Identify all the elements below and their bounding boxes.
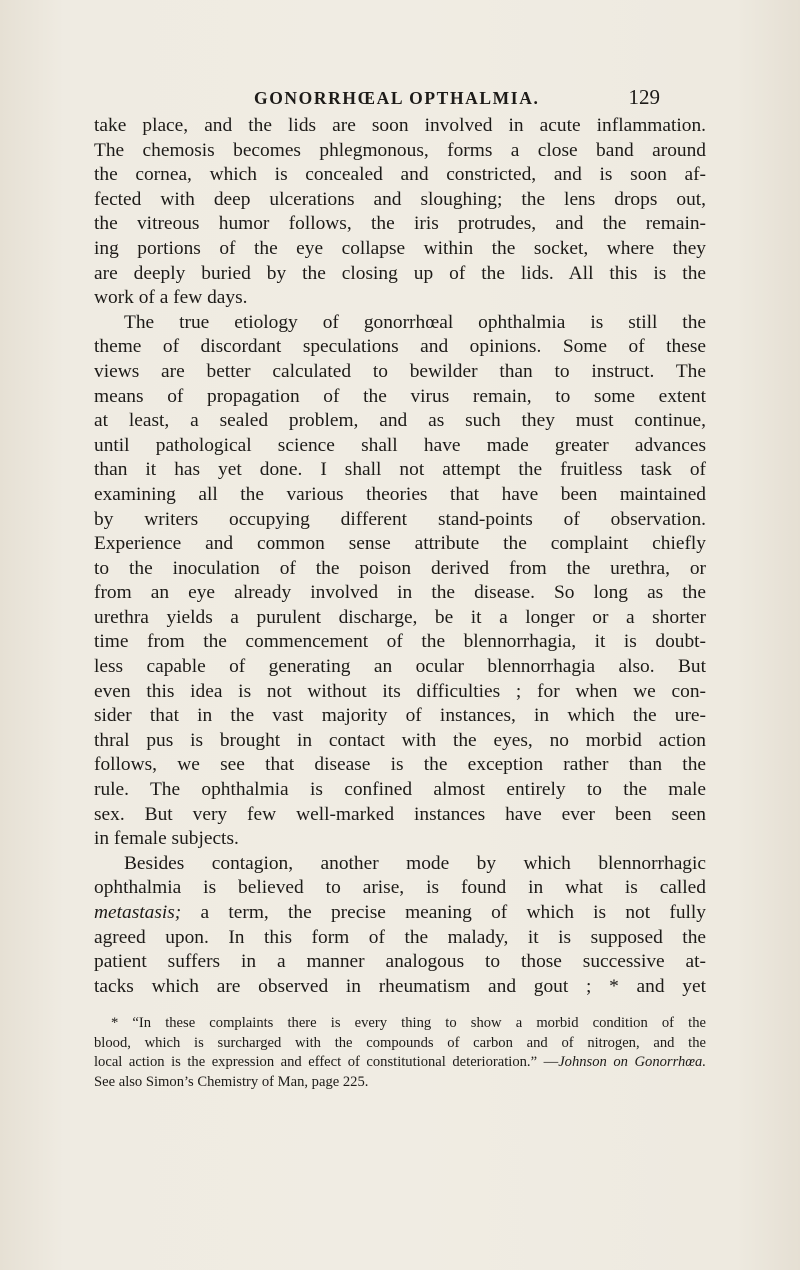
text-line: take place, and the lids are soon involved in acute inflammation. [94,115,706,136]
text-line: tacks which are observed in rheumatism and gout ; * and yet [94,975,706,997]
footnote-line: See also Simon’s Chemistry of Man, page 225. [94,1073,369,1090]
text-line: rule. The ophthalmia is confined almost entirely to the male [94,779,706,801]
body-text [94,114,706,999]
text-line: from an eye already involved in the disease. So long as the [94,582,706,604]
text-line: means of propagation of the virus remain, to some extent [94,385,706,407]
footnote-line [94,1053,706,1073]
text-line: urethra yields a purulent discharge, be it a longer or a shorter [94,606,706,628]
running-head [254,88,654,109]
footnote-line: * “In these complaints there is every thing to show a morbid condition of the [111,1015,706,1031]
text-line: views are better calculated to bewilder than to instruct. The [94,360,706,382]
text-line: in female subjects. [94,828,239,850]
paragraph-3 [94,852,706,1000]
text-line: by writers occupying different stand-points of observation. [94,508,706,530]
italic-term: metastasis; [94,902,182,923]
text-line: time from the commencement of the blennorrhagia, it is doubt- [94,631,706,653]
text-line: agreed upon. In this form of the malady, it is supposed the [94,926,706,948]
footnote [94,1014,706,1092]
text-line: than it has yet done. I shall not attempt the fruitless task of [94,459,706,481]
text-line: The true etiology of gonorrhœal ophthalmia is still the [124,311,706,333]
text-line-with-italic [94,901,706,926]
page-number: 129 [628,85,660,109]
text-line: thral pus is brought in contact with the eyes, no morbid action [94,729,706,751]
text-line: fected with deep ulcerations and sloughing; the lens drops out, [94,188,706,210]
text-line: ophthalmia is believed to arise, is found in what is called [94,877,706,899]
text-line: to the inoculation of the poison derived from the urethra, or [94,557,706,579]
paragraph-2 [94,311,706,852]
text-line: at least, a sealed problem, and as such they must continue, [94,410,706,432]
text-line: until pathological science shall have made greater advances [94,434,706,456]
text-line: sider that in the vast majority of instances, in which the ure- [94,705,706,727]
text-line: the vitreous humor follows, the iris protrudes, and the remain- [94,213,706,235]
text-line: follows, we see that disease is the exception rather than the [94,754,706,776]
text-line: the cornea, which is concealed and constricted, and is soon af- [94,164,706,186]
footnote-line: blood, which is surcharged with the compounds of carbon and of nitrogen, and the [94,1034,706,1051]
text-line: ing portions of the eye collapse within the socket, where they [94,237,706,259]
footnote-line-text: local action is the expression and effect of constitutional deterioration.” — [94,1054,559,1071]
footnote-citation: Johnson on Gonorrhœa. [558,1054,706,1071]
text-line: The chemosis becomes phlegmonous, forms a close band around [94,139,706,161]
text-line: patient suffers in a manner analogous to those successive at- [94,951,706,973]
text-line: even this idea is not without its difficulties ; for when we con- [94,680,706,702]
text-line: sex. But very few well-marked instances have ever been seen [94,803,706,825]
text-line: work of a few days. [94,287,248,309]
running-title: GONORRHŒAL OPTHALMIA. [254,88,540,108]
text-line: examining all the various theories that have been maintained [94,483,706,505]
text-line-rest: a term, the precise meaning of which is not fully [200,902,706,923]
text-line: less capable of generating an ocular blennorrhagia also. But [94,656,706,678]
paragraph-1 [94,114,706,311]
text-line: theme of discordant speculations and opinions. Some of these [94,336,706,358]
text-line: are deeply buried by the closing up of the lids. All this is the [94,262,706,284]
text-line: Besides contagion, another mode by which blennorrhagic [124,852,706,874]
text-line: Experience and common sense attribute the complaint chiefly [94,533,706,555]
